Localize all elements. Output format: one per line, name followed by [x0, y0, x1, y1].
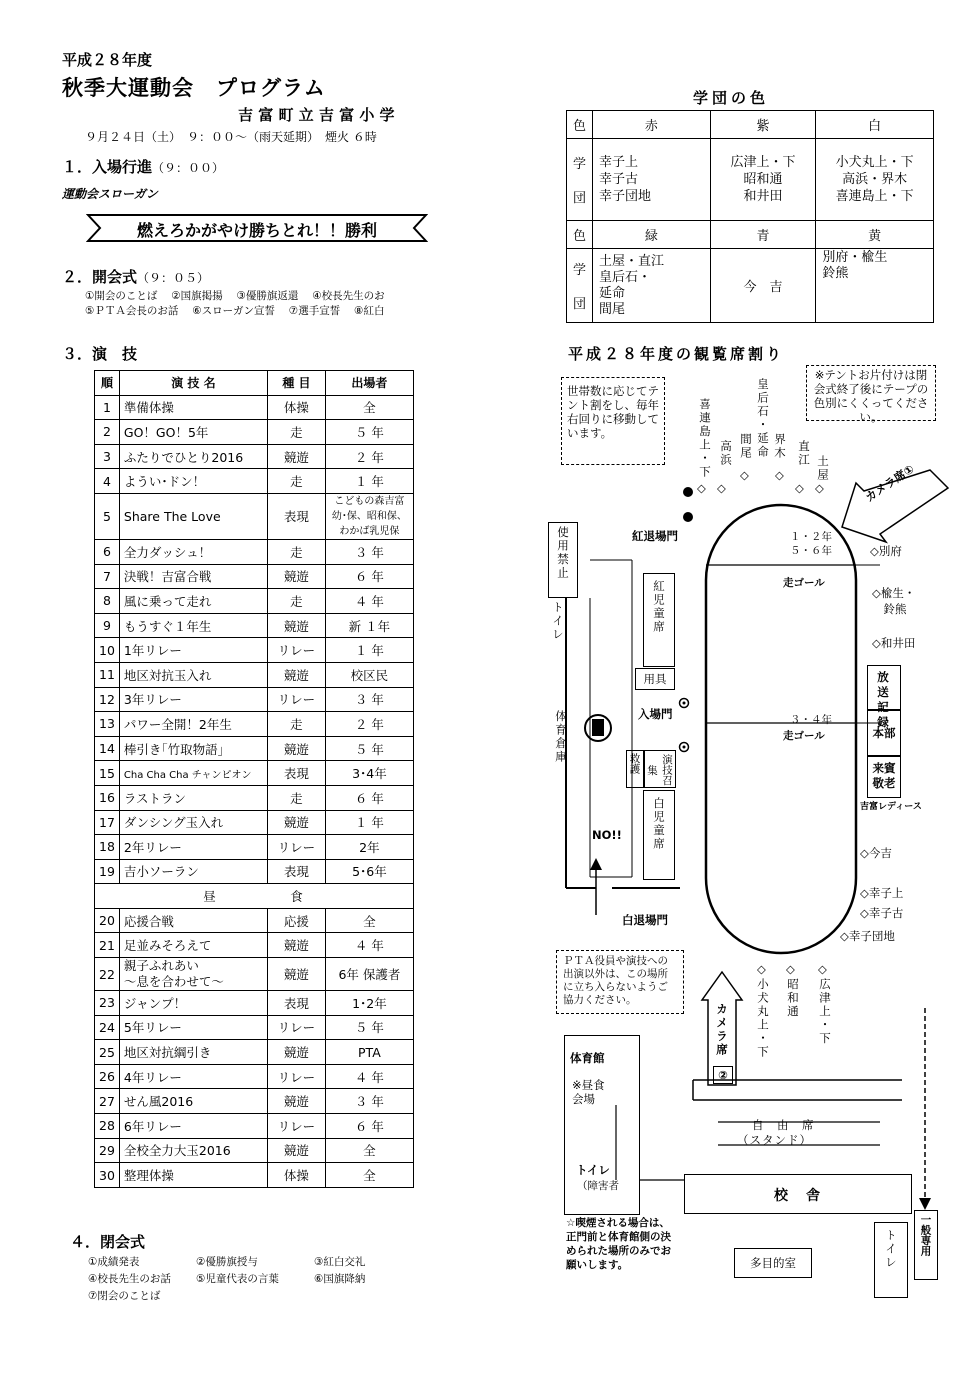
row-number: 6	[95, 539, 120, 564]
event-name: 応援合戦	[119, 908, 267, 933]
red-exit-label: 紅退場門	[632, 529, 678, 543]
toilet-disabled-label: トイレ	[576, 1163, 610, 1177]
color-cell: 緑	[593, 221, 711, 249]
participants: 1･2年	[325, 991, 413, 1016]
school-name: 吉 富 町 立 吉 富 小 学	[238, 106, 395, 124]
entrance-label: 入場門	[638, 707, 673, 721]
row-number: 23	[95, 991, 120, 1016]
row-number: 13	[95, 712, 120, 737]
first-aid-box	[626, 750, 644, 788]
event-type: 表現	[267, 761, 325, 786]
color-cell: 白	[816, 111, 934, 139]
area-label: ◇幸子上	[860, 886, 904, 900]
diamond-icon: ◇	[717, 481, 726, 495]
event-name: Cha Cha Cha チャンピオン	[119, 761, 267, 786]
section1-title: １．入場行進	[62, 158, 153, 176]
group-colors-title: 学団の色	[693, 89, 770, 107]
participants: ２ 年	[325, 444, 413, 469]
event-type: 走	[267, 539, 325, 564]
goal-12-label: １・２年 ５・６年	[790, 531, 832, 557]
multipurpose-room: 多目的室	[734, 1248, 812, 1278]
area-label: ◇幸子古	[860, 906, 904, 920]
event-name: 準備体操	[119, 395, 267, 420]
participants: ５ 年	[325, 420, 413, 445]
closing-item: ⑤児童代表の言葉	[196, 1273, 279, 1285]
event-type: リレー	[267, 1015, 325, 1040]
tape-note: ※テントお片付けは閉会式終了後にテープの色別にくくってください。	[806, 365, 936, 421]
event-type: リレー	[267, 835, 325, 860]
event-name: 3年リレー	[119, 687, 267, 712]
group-label-b: 団	[573, 191, 587, 206]
event-name: ラストラン	[119, 785, 267, 810]
closing-item: ⑥国旗降納	[314, 1273, 366, 1285]
area-label: ◇幸子団地	[840, 929, 895, 943]
area-label: 昭和通	[786, 978, 800, 1019]
participants: 新 １年	[325, 613, 413, 638]
row-number: 2	[95, 420, 120, 445]
event-type: 競遊	[267, 1138, 325, 1163]
area-label: ◇楡生・ 鈴熊	[872, 586, 916, 616]
lunch-row: 昼 食	[95, 884, 414, 909]
event-type: 走	[267, 785, 325, 810]
participants: 全	[325, 908, 413, 933]
event-name: ようい･ドン！	[119, 469, 267, 494]
diamond-icon: ◇	[795, 481, 804, 495]
group-cell: 広津上・下 昭和通 和井田	[710, 139, 816, 221]
section3-title: ３．演 技	[62, 345, 138, 363]
row-number: 7	[95, 564, 120, 589]
event-type: 競遊	[267, 736, 325, 761]
free-seats-label: 自 由 席	[752, 1118, 815, 1132]
red-seats-box	[643, 573, 675, 667]
camera1-label: カメラ席①	[862, 461, 917, 505]
event-name: 風に乗って走れ	[119, 589, 267, 614]
participants: ２ 年	[325, 712, 413, 737]
participants: ５ 年	[325, 736, 413, 761]
color-cell: 青	[710, 221, 816, 249]
participants: 全	[325, 395, 413, 420]
row-number: 17	[95, 810, 120, 835]
tent-note: 世帯数に応じてテント割をし、毎年右回りに移動しています。	[561, 377, 665, 465]
goal-34-label: ３・４年	[790, 714, 832, 726]
storage-label: 体育倉庫	[554, 710, 568, 764]
event-name: 棒引き｢竹取物語｣	[119, 736, 267, 761]
participants: ４ 年	[325, 589, 413, 614]
event-name: 決戦！吉富合戦	[119, 564, 267, 589]
event-name: パワー全開！2年生	[119, 712, 267, 737]
closing-item: ①成績発表	[88, 1256, 140, 1268]
section2-title: ２．開会式	[62, 268, 138, 286]
color-cell: 黄	[816, 221, 934, 249]
event-name: 2年リレー	[119, 835, 267, 860]
no-use-label: 使用禁止	[556, 526, 570, 580]
toilet-left-label: トイレ	[551, 601, 565, 642]
participants: １ 年	[325, 638, 413, 663]
perf-gather-box	[644, 750, 676, 788]
group-label-a: 学	[573, 263, 587, 278]
closing-item: ③紅白交礼	[314, 1256, 366, 1268]
group-cell: 別府・楡生 鈴熊	[816, 249, 934, 323]
event-type: 競遊	[267, 613, 325, 638]
row-number: 24	[95, 1015, 120, 1040]
event-type: 競遊	[267, 933, 325, 958]
event-name: 地区対抗玉入れ	[119, 662, 267, 687]
closing-item: ②優勝旗授与	[196, 1256, 258, 1268]
row-number: 10	[95, 638, 120, 663]
group-cell: 幸子上 幸子古 幸子団地	[593, 139, 711, 221]
row-number: 30	[95, 1163, 120, 1188]
event-name: 親子ふれあい ～息を合わせて～	[119, 958, 267, 991]
row-number: 8	[95, 589, 120, 614]
event-type: リレー	[267, 1114, 325, 1139]
area-label: 直江	[797, 440, 811, 467]
event-type: 競遊	[267, 810, 325, 835]
area-label: ◇別府	[870, 544, 902, 558]
row-number: 21	[95, 933, 120, 958]
col-header-event: 演 技 名	[119, 371, 267, 396]
opening-items-2: ⑤ＰＴＡ会長のお話 ⑥スローガン宣誓 ⑦選手宣誓 ⑧紅白	[85, 305, 385, 317]
participants: ６ 年	[325, 1114, 413, 1139]
group-label-b: 団	[573, 297, 587, 312]
row-number: 11	[95, 662, 120, 687]
perf-gather-label: 演技召集	[646, 754, 673, 786]
group-cell: 今 吉	[710, 249, 816, 323]
smoking-note: ☆喫煙される場合は、正門前と体育館側の決められた場所のみでお願いします。	[566, 1217, 671, 1271]
slogan-label: 運動会スローガン	[62, 187, 158, 201]
row-number: 1	[95, 395, 120, 420]
toilet-disabled-sub: （障害者	[577, 1180, 619, 1192]
group-cell: 土屋・直江 皇后石・ 延命 間尾	[593, 249, 711, 323]
row-number: 29	[95, 1138, 120, 1163]
event-type: 応援	[267, 908, 325, 933]
event-type: 競遊	[267, 1089, 325, 1114]
section1-time: （９：００）	[152, 161, 225, 175]
event-type: 競遊	[267, 444, 325, 469]
diamond-icon: ◇	[775, 468, 784, 482]
general-only-box	[914, 1210, 938, 1280]
event-type: 競遊	[267, 564, 325, 589]
participants: 全	[325, 1163, 413, 1188]
event-type: 競遊	[267, 958, 325, 991]
event-name: 6年リレー	[119, 1114, 267, 1139]
no-use-box	[548, 522, 578, 598]
color-cell: 紫	[710, 111, 816, 139]
row-number: 15	[95, 761, 120, 786]
event-name: 全校全力大玉2016	[119, 1138, 267, 1163]
event-name: Share The Love	[119, 493, 267, 539]
participants: ３ 年	[325, 539, 413, 564]
area-label: 高浜	[719, 440, 733, 467]
year-heading: 平成２８年度	[62, 51, 153, 69]
group-label-a: 学	[573, 157, 587, 172]
row-number: 28	[95, 1114, 120, 1139]
event-name: 全力ダッシュ！	[119, 539, 267, 564]
row-number: 16	[95, 785, 120, 810]
lunch-place-label: ※昼食 会場	[572, 1078, 605, 1106]
event-type: 競遊	[267, 1040, 325, 1065]
diamond-icon: ◇	[757, 962, 766, 976]
col-header-type: 種 目	[267, 371, 325, 396]
pta-note: ＰＴＡ役員や演技への出演以外は、この場所に立ち入らないようご協力ください。	[556, 950, 684, 1014]
first-aid-label: 救護	[628, 753, 641, 774]
white-seats-box	[643, 790, 675, 880]
participants: ３ 年	[325, 687, 413, 712]
participants: ３ 年	[325, 1089, 413, 1114]
event-name: 4年リレー	[119, 1064, 267, 1089]
area-label: 土屋	[816, 455, 830, 482]
participants: 6年 保護者	[325, 958, 413, 991]
event-name: 整理体操	[119, 1163, 267, 1188]
toilet-right-label: トイレ	[884, 1229, 898, 1270]
map-title: 平成２８年度の観覧席割り	[568, 345, 785, 363]
color-label: 色	[567, 111, 593, 139]
event-name: 足並みそろえて	[119, 933, 267, 958]
guests-label: 来賓敬老	[872, 761, 896, 790]
event-name: 吉小ソーラン	[119, 859, 267, 884]
event-name: もうすぐ１年生	[119, 613, 267, 638]
area-label: 界木	[773, 433, 787, 460]
event-type: 走	[267, 589, 325, 614]
event-name: 5年リレー	[119, 1015, 267, 1040]
diamond-icon: ◇	[815, 481, 824, 495]
toilet-right-box	[874, 1222, 908, 1298]
color-cell: 赤	[593, 111, 711, 139]
event-name: 地区対抗綱引き	[119, 1040, 267, 1065]
row-number: 19	[95, 859, 120, 884]
event-type: 表現	[267, 859, 325, 884]
event-name: GO！GO！5年	[119, 420, 267, 445]
row-number: 27	[95, 1089, 120, 1114]
broadcast-box	[867, 665, 901, 729]
opening-items-1: ①開会のことば ②国旗掲揚 ③優勝旗返還 ④校長先生のお	[85, 290, 385, 302]
event-name: せん風2016	[119, 1089, 267, 1114]
guests-box	[867, 756, 901, 798]
area-label: 広津上・下	[818, 978, 832, 1046]
area-label: 喜連島上・下	[698, 398, 712, 479]
row-number: 12	[95, 687, 120, 712]
hq-box: 本部	[867, 710, 901, 756]
row-number: 18	[95, 835, 120, 860]
event-type: 表現	[267, 493, 325, 539]
diamond-icon: ◇	[786, 962, 795, 976]
area-label: ◇今吉	[860, 846, 892, 860]
row-number: 9	[95, 613, 120, 638]
slogan-text: 燃えろかがやけ勝ちとれ！！勝利	[136, 221, 377, 240]
event-type: リレー	[267, 638, 325, 663]
broadcast-label: 放送記録	[877, 670, 891, 729]
area-label: 小犬丸上・下	[756, 978, 770, 1059]
row-number: 3	[95, 444, 120, 469]
section4-title: ４．閉会式	[70, 1233, 146, 1251]
no-sign: NO!!	[592, 828, 622, 842]
event-name: ダンシング玉入れ	[119, 810, 267, 835]
participants: PTA	[325, 1040, 413, 1065]
event-name: ふたりでひとり2016	[119, 444, 267, 469]
camera2-label: カメラ席	[715, 1003, 729, 1057]
event-type: リレー	[267, 1064, 325, 1089]
area-label: 皇后石・延命	[756, 378, 770, 459]
goal-run-label: 走ゴール	[783, 577, 825, 589]
event-type: 走	[267, 420, 325, 445]
row-number: 4	[95, 469, 120, 494]
event-type: 体操	[267, 1163, 325, 1188]
event-type: 走	[267, 712, 325, 737]
school-building: 校 舎	[684, 1174, 912, 1214]
ladies-label: 吉富レディース	[860, 802, 922, 812]
participants: 3･4年	[325, 761, 413, 786]
participants: 校区民	[325, 662, 413, 687]
event-type: 表現	[267, 991, 325, 1016]
area-label: 間尾	[739, 433, 753, 460]
event-type: 走	[267, 469, 325, 494]
white-seats-label: 白児童席	[652, 797, 666, 851]
col-header-no: 順	[95, 371, 120, 396]
row-number: 20	[95, 908, 120, 933]
diamond-icon: ◇	[818, 962, 827, 976]
participants: 全	[325, 1138, 413, 1163]
stand-label: （スタンド）	[737, 1133, 812, 1147]
color-label: 色	[567, 221, 593, 249]
diamond-icon: ◇	[740, 468, 749, 482]
event-name: ジャンプ！	[119, 991, 267, 1016]
group-cell: 小犬丸上・下 高浜・界木 喜連島上・下	[816, 139, 934, 221]
row-number: 26	[95, 1064, 120, 1089]
participants: 2年	[325, 835, 413, 860]
camera2-number: ②	[713, 1066, 733, 1084]
diamond-icon: ◇	[697, 481, 706, 495]
goal-run2-label: 走ゴール	[783, 730, 825, 742]
participants: ４ 年	[325, 1064, 413, 1089]
participants: こどもの森吉富 幼･保、昭和保、 わかば乳児保	[325, 493, 413, 539]
row-number: 22	[95, 958, 120, 991]
participants: １ 年	[325, 469, 413, 494]
row-number: 5	[95, 493, 120, 539]
participants: ４ 年	[325, 933, 413, 958]
page-title: 秋季大運動会 プログラム	[62, 76, 326, 100]
participants: ５ 年	[325, 1015, 413, 1040]
gym-label: 体育館	[570, 1051, 605, 1065]
participants: １ 年	[325, 810, 413, 835]
event-name: 1年リレー	[119, 638, 267, 663]
participants: 5･6年	[325, 859, 413, 884]
row-number: 25	[95, 1040, 120, 1065]
area-label: ◇和井田	[872, 636, 916, 650]
white-exit-label: 白退場門	[622, 913, 668, 927]
event-type: 競遊	[267, 662, 325, 687]
participants: ６ 年	[325, 564, 413, 589]
participants: ６ 年	[325, 785, 413, 810]
event-type: リレー	[267, 687, 325, 712]
red-seats-label: 紅児童席	[652, 580, 666, 634]
closing-item: ④校長先生のお話	[88, 1273, 171, 1285]
row-number: 14	[95, 736, 120, 761]
closing-item: ⑦閉会のことば	[88, 1290, 161, 1302]
general-only-label: 一般専用	[919, 1214, 932, 1256]
event-type: 体操	[267, 395, 325, 420]
equipment-box: 用具	[635, 668, 675, 690]
col-header-participants: 出場者	[325, 371, 413, 396]
section2-time: （９：０５）	[137, 271, 210, 285]
date-line: ９月２４日（土） ９：００～（雨天延期） 煙火 ６時	[85, 130, 377, 144]
